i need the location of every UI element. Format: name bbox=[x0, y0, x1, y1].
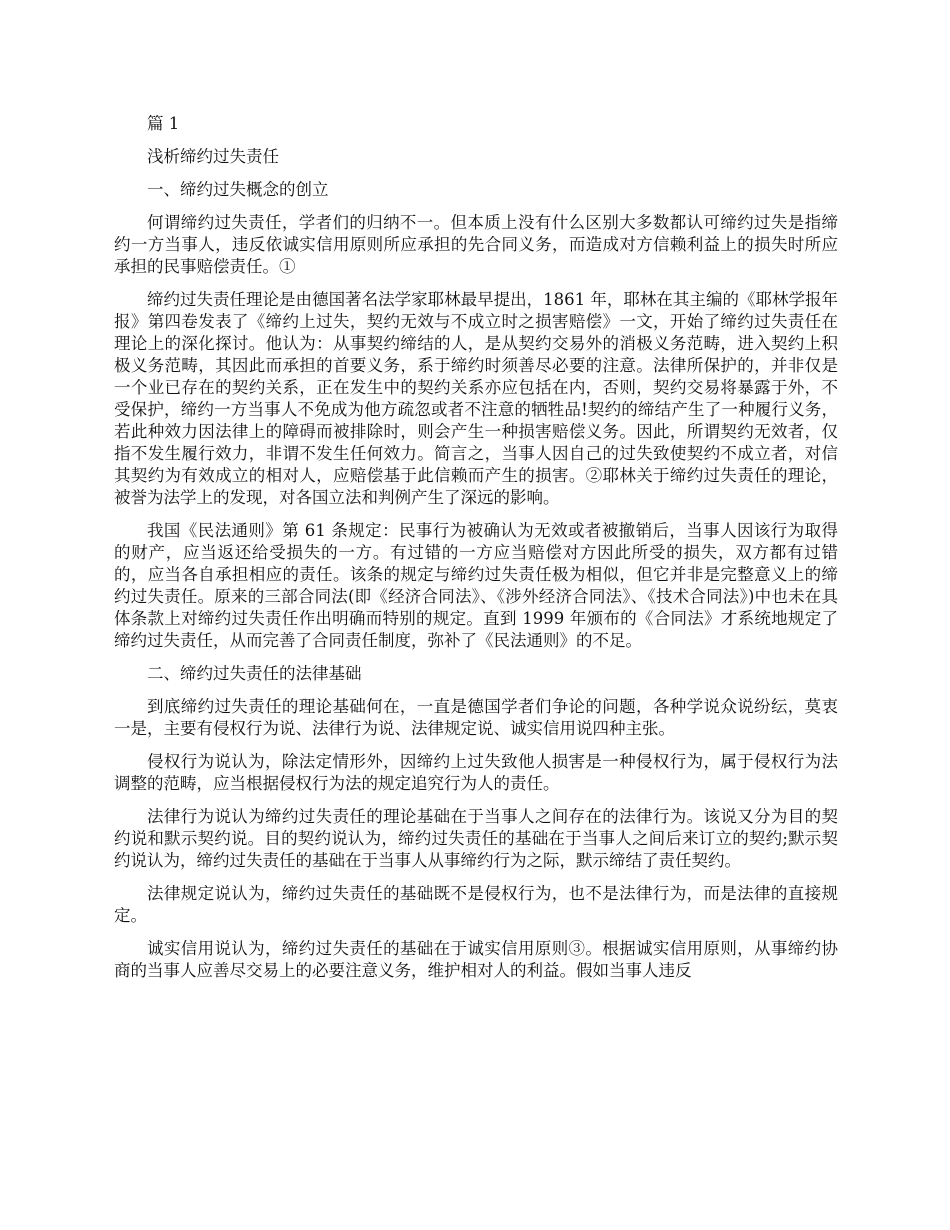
paragraph: 我国《民法通则》第 61 条规定：民事行为被确认为无效或者被撤销后，当事人因该行为取得的财产，应当返还给受损失的一方。有过错的一方应当赔偿对方因此所受的损失，双方都有过错的，应当各自承担相应的责任。该条的规定与缔约过失责任极为相似，但它并非是完整意义上的缔约过失责任。原来的三部合同法(即《经济合同法》、《涉外经济合同法》、《技术合同法》)中也未在具体条款上对缔约过失责任作出明确而特别的规定。直到 1999 年颁布的《合同法》才系统地规定了缔约过失责任，从而完善了合同责任制度，弥补了《民法通则》的不足。 bbox=[114, 521, 838, 650]
section-heading-1: 一、缔约过失概念的创立 bbox=[147, 180, 329, 199]
paragraph: 缔约过失责任理论是由德国著名法学家耶林最早提出，1861 年，耶林在其主编的《耶林学报年报》第四卷发表了《缔约上过失，契约无效与不成立时之损害赔偿》一文，开始了缔约过失责任在理论上的深化探讨。他认为：从事契约缔结的人，是从契约交易外的消极义务范畴，进入契约上积极义务范畴，其因此而承担的首要义务，系于缔约时须善尽必要的注意。法律所保护的，并非仅是一个业已存在的契约关系，正在发生中的契约关系亦应包括在内，否则，契约交易将暴露于外，不受保护，缔约一方当事人不免成为他方疏忽或者不注意的牺牲品!契约的缔结产生了一种履行义务，若此种效力因法律上的障碍而被排除时，则会产生一种损害赔偿义务。因此，所谓契约无效者，仅指不发生履行效力，非谓不发生任何效力。简言之，当事人因自己的过失致使契约不成立者，对信其契约为有效成立的相对人，应赔偿基于此信赖而产生的损害。②耶林关于缔约过失责任的理论，被誉为法学上的发现，对各国立法和判例产生了深远的影响。 bbox=[114, 290, 838, 507]
section-label: 篇 1 bbox=[147, 114, 180, 133]
paragraph: 法律规定说认为，缔约过失责任的基础既不是侵权行为，也不是法律行为，而是法律的直接规定。 bbox=[114, 884, 838, 925]
paragraph: 何谓缔约过失责任，学者们的归纳不一。但本质上没有什么区别大多数都认可缔约过失是指缔约一方当事人，违反依诚实信用原则所应承担的先合同义务，而造成对方信赖利益上的损失时所应承担的民事赔偿责任。① bbox=[114, 213, 838, 276]
paragraph: 侵权行为说认为，除法定情形外，因缔约上过失致他人损害是一种侵权行为，属于侵权行为法调整的范畴，应当根据侵权行为法的规定追究行为人的责任。 bbox=[114, 752, 838, 793]
section-heading-2: 二、缔约过失责任的法律基础 bbox=[147, 664, 362, 683]
paragraph: 诚实信用说认为，缔约过失责任的基础在于诚实信用原则③。根据诚实信用原则，从事缔约协商的当事人应善尽交易上的必要注意义务，维护相对人的利益。假如当事人违反 bbox=[114, 939, 838, 980]
paragraph: 法律行为说认为缔约过失责任的理论基础在于当事人之间存在的法律行为。该说又分为目的契约说和默示契约说。目的契约说认为，缔约过失责任的基础在于当事人之间后来订立的契约;默示契约说认为，缔约过失责任的基础在于当事人从事缔约行为之际，默示缔结了责任契约。 bbox=[114, 807, 838, 870]
document-body bbox=[114, 113, 838, 993]
paragraph: 到底缔约过失责任的理论基础何在，一直是德国学者们争论的问题，各种学说众说纷纭，莫衷一是，主要有侵权行为说、法律行为说、法律规定说、诚实信用说四种主张。 bbox=[114, 697, 838, 738]
article-title: 浅析缔约过失责任 bbox=[147, 147, 279, 166]
